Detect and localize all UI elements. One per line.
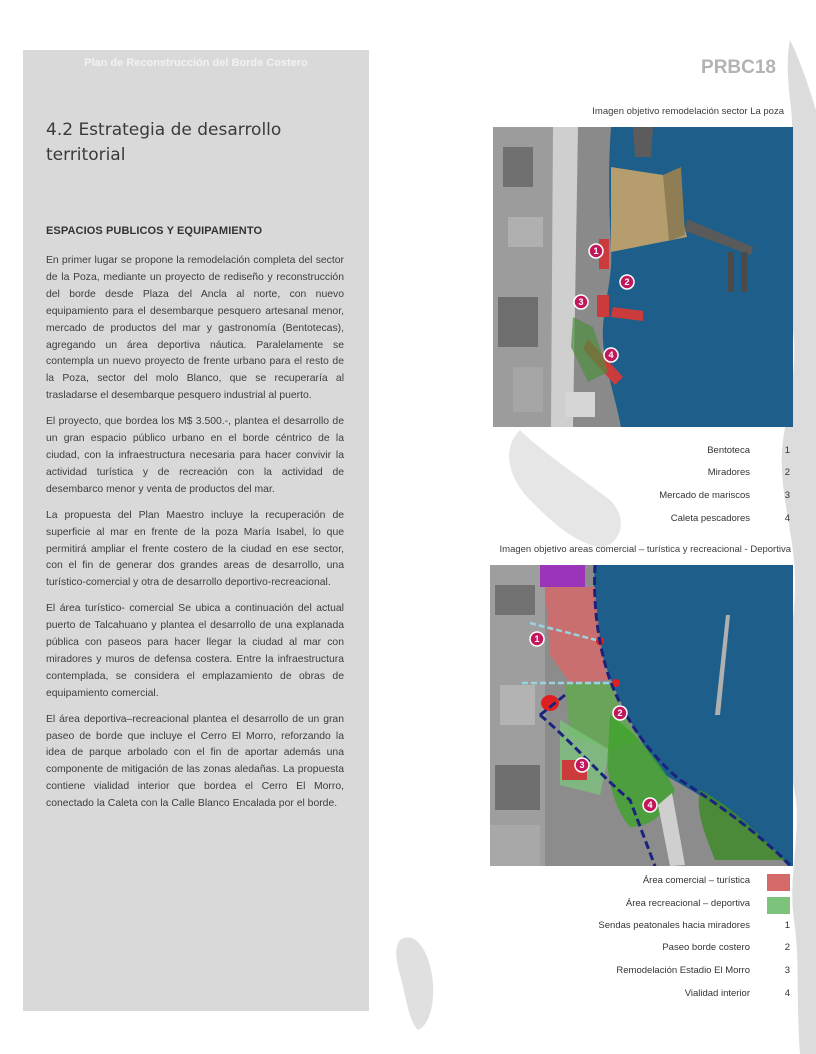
figure2-legend-item: [560, 942, 790, 958]
paragraph: En primer lugar se propone la remodelación completa del sector de la Poza, mediante un proyecto de rediseño y reconstrucción del borde desde Plaza del Ancla al norte, con nuevo equipamiento para el desembarque pesquero artesanal menor, mercado de productos del mar y gastronomía (Bentotecas), agregando un área deportiva náutica. Paralelamente se contempla un nuevo proyecto de frente urbano para el resto de la Poza, sector del molo Blanco, que se recuperaría al trasladarse el desembarque pesquero industrial al puerto.: [46, 255, 344, 402]
section-title: 4.2 Estrategia de desarrollo territorial: [46, 120, 282, 165]
figure2-marker-1: 1: [534, 634, 540, 644]
figure2-legend-area-commercial: [560, 875, 790, 891]
figure2-legend-item: [560, 965, 790, 981]
figure1-legend-item: [560, 490, 790, 506]
paragraph: El área turístico- comercial Se ubica a continuación del actual puerto de Talcahuano y plantea el desarrollo de una explanada pública con paseos para hacer llegar la ciudad al mar con miradores y muros de defensa costera. Entre la infraestructura contemplada, se considera el emplazamiento de obras de equipamiento comercial.: [46, 603, 344, 699]
paragraph: La propuesta del Plan Maestro incluye la recuperación de superficie al mar en frente de la poza María Isabel, lo que permitirá ampliar el frente costero de la ciudad en ese sector, con el fin de generar dos grandes areas de desarrollo, una turístico-comercial y otra de desarrollo deportivo-recreacional.: [46, 509, 344, 589]
legend-number: 1: [784, 920, 790, 931]
figure1-marker-1: 1: [593, 246, 599, 256]
figure1-aerial-map: [493, 127, 793, 427]
figure1-marker-3: 3: [578, 297, 584, 307]
commercial-area-swatch: [767, 874, 790, 891]
legend-number: 4: [784, 988, 790, 999]
figure2-marker-2: 2: [617, 708, 623, 718]
legend-label: Área comercial – turística: [642, 875, 750, 886]
figure2-caption: Imagen objetivo areas comercial – turística y recreacional - Deportiva: [499, 544, 791, 555]
legend-number: 3: [784, 965, 790, 976]
legend-number: 3: [784, 490, 790, 501]
legend-label: Mercado de mariscos: [659, 490, 750, 501]
figure1-marker-2: 2: [624, 277, 630, 287]
legend-label: Sendas peatonales hacia miradores: [598, 920, 750, 931]
figure1-marker-4: 4: [608, 350, 614, 360]
document-code: PRBC18: [701, 57, 776, 78]
paragraph: El proyecto, que bordea los M$ 3.500.-, plantea el desarrollo de un gran espacio público urbano en el borde céntrico de la ciudad, con la infraestructura necesaria para hacer convivir la actividad turística y de recreación con la actividad de desembarco menor y venta de productos del mar.: [46, 416, 344, 495]
legend-label: Vialidad interior: [684, 988, 750, 999]
body-text: [46, 253, 344, 822]
legend-number: 2: [784, 467, 790, 478]
legend-label: Paseo borde costero: [662, 942, 750, 953]
figure2-legend-item: [560, 988, 790, 1004]
figure2-aerial-map: [490, 565, 793, 866]
legend-label: Miradores: [707, 467, 750, 478]
document-header-title: Plan de Reconstrucción del Borde Costero: [84, 57, 308, 69]
legend-label: Caleta pescadores: [670, 513, 750, 524]
figure1-legend-item: [560, 445, 790, 461]
figure1-legend-item: [560, 513, 790, 529]
recreational-area-swatch: [767, 897, 790, 914]
figure2-marker-4: 4: [647, 800, 653, 810]
figure2-legend-area-recreational: [560, 898, 790, 914]
legend-number: 4: [784, 513, 790, 524]
figure1-caption: Imagen objetivo remodelación sector La poza: [592, 106, 784, 117]
legend-label: Bentoteca: [707, 445, 750, 456]
figure1-legend-item: [560, 467, 790, 483]
legend-label: Remodelación Estadio El Morro: [616, 965, 750, 976]
legend-number: 1: [784, 445, 790, 456]
legend-label: Área recreacional – deportiva: [625, 898, 750, 909]
figure2-legend-item: [560, 920, 790, 936]
section-subtitle: ESPACIOS PUBLICOS Y EQUIPAMIENTO: [46, 225, 263, 237]
paragraph: El área deportiva–recreacional plantea el desarrollo de un gran paseo de borde que incluye el Cerro El Morro, reforzando la idea de parque arbolado con el fin de aportar además una componente de mitigación de las zonas aledañas. La propuesta contiene vialidad interior que bordea el Cerro El Morro, conectado la Caleta con la Calle Blanco Encalada por el borde.: [46, 713, 344, 810]
legend-number: 2: [784, 942, 790, 953]
figure2-marker-3: 3: [579, 760, 585, 770]
